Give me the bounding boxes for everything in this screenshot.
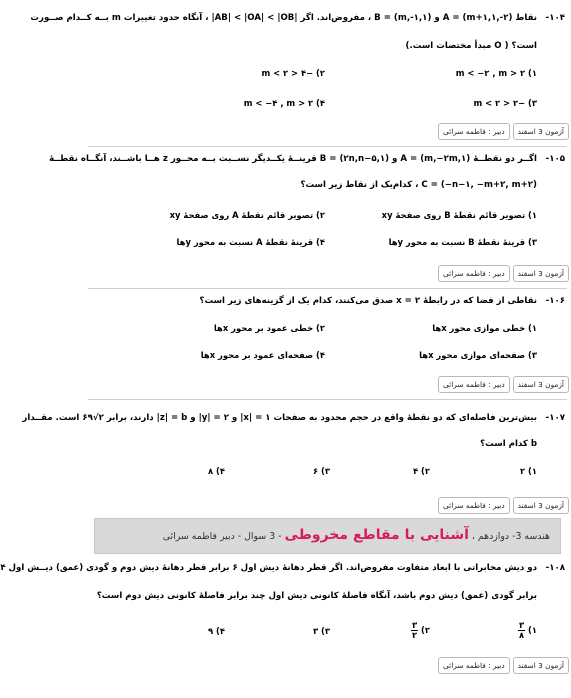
- option-3: ۳) ۳: [313, 626, 330, 636]
- question-text: دو دیش مخابراتی با ابعاد متفاوت مفروض‌اند. اگر قطر دهانهٔ دیش اول ۶ برابر قطر دهانهٔ دیش دوم و گودی (عمق) دیــش اول ۴: [0, 563, 537, 573]
- fraction-numerator: ۳: [412, 620, 418, 630]
- question-tags: [438, 376, 569, 393]
- option-1: ۱) تصویر قائم نقطهٔ B روی صفحهٔ xy: [381, 210, 537, 220]
- exam-tag[interactable]: آزمون 3 اسفند: [513, 376, 569, 393]
- fraction: [518, 621, 525, 640]
- option-1-label: ۱): [528, 625, 537, 635]
- option-1: ۱) ۲: [520, 466, 537, 476]
- exam-tag[interactable]: آزمون 3 اسفند: [513, 497, 569, 514]
- option-1: ۱) m < −۲ , m > ۲: [455, 68, 537, 78]
- option-2: ۲) −۴ < m < ۲: [261, 68, 325, 78]
- option-2-label: ۲): [421, 625, 430, 635]
- divider: [88, 146, 567, 147]
- section-title: [163, 527, 550, 543]
- exam-tag[interactable]: آزمون 3 اسفند: [513, 123, 569, 140]
- option-2: [411, 621, 430, 640]
- teacher-tag[interactable]: دبیر : فاطمه سرائی: [438, 376, 510, 393]
- question-text: بیش‌ترین فاصله‌ای که دو نقطهٔ واقع در حجم محدود به صفحات x| = ۱| و y| = ۲| و z| = b| دارند، برابر ۲√۶۹ است. مقــدار: [22, 413, 537, 423]
- fraction: [411, 621, 418, 640]
- question-text: برابر گودی (عمق) دیش دوم باشد، آنگاه فاصلهٔ کانونی دیش اول چند برابر فاصلهٔ کانونی دیش دوم است؟: [96, 591, 537, 601]
- question-text: اگــر دو نقطــهٔ (m,−۲m,۱) = A و (۲n,n−۵,۱) = B قرینــهٔ یکــدیگر نســبت بــه محــور z هــا باشــند، آنگــاه نقطــهٔ: [49, 154, 537, 164]
- fraction-denominator: ۸: [519, 630, 525, 640]
- option-3: ۳) −۲ < m < ۲: [473, 98, 537, 108]
- teacher-tag[interactable]: دبیر : فاطمه سرائی: [438, 497, 510, 514]
- option-2: ۲) ۴: [413, 466, 430, 476]
- section-header: [94, 518, 561, 554]
- section-topic: آشنایی با مقاطع مخروطی: [284, 527, 469, 543]
- question-tags: [438, 657, 569, 674]
- option-4: ۴) ۹: [208, 626, 225, 636]
- option-4: ۴) صفحه‌ای عمود بر محور xها: [200, 350, 325, 360]
- divider: [88, 288, 567, 289]
- question-105: [49, 150, 565, 260]
- question-tags: [438, 123, 569, 140]
- divider: [88, 399, 567, 400]
- question-number: ۱۰۸-: [545, 563, 565, 573]
- exam-tag[interactable]: آزمون 3 اسفند: [513, 657, 569, 674]
- option-1: [518, 621, 537, 640]
- question-text: است؟ ( O مبدأ مختصات است.): [405, 41, 537, 51]
- teacher-tag[interactable]: دبیر : فاطمه سرائی: [438, 657, 510, 674]
- question-text: نقاطی از فضا که در رابطهٔ x = ۲ صدق می‌کنند، کدام یک از گزینه‌های زیر است؟: [199, 296, 537, 306]
- option-3: ۳) قرینهٔ نقطهٔ B نسبت به محور yها: [388, 237, 537, 247]
- question-text: C = (−n−۱, −m+۲, m+۲) ، کدام‌یک از نقاط زیر است؟: [300, 180, 537, 190]
- section-suffix: - 3 سوال - دبیر فاطمه سرائی: [162, 531, 285, 542]
- question-104: [30, 8, 565, 120]
- option-4: ۴) قرینهٔ نقطهٔ A نسبت به محور yها: [176, 237, 325, 247]
- option-3: ۳) صفحه‌ای موازی محور xها: [419, 350, 537, 360]
- fraction-denominator: ۲: [412, 630, 418, 640]
- question-tags: [438, 265, 569, 282]
- option-1: ۱) خطی موازی محور xها: [432, 323, 537, 333]
- fraction-numerator: ۳: [519, 620, 525, 630]
- question-tags: [438, 497, 569, 514]
- teacher-tag[interactable]: دبیر : فاطمه سرائی: [438, 265, 510, 282]
- question-106: [90, 292, 565, 372]
- question-text: نقاط (۲-,۱,۱+m) = A و (۱,۱-,m) = B ، مفروض‌اند. اگر |AB| < |OA| < |OB| ، آنگاه حدود تغییرات m بــه کــدام صــورت: [30, 13, 537, 23]
- question-number: ۱۰۵-: [545, 154, 565, 164]
- teacher-tag[interactable]: دبیر : فاطمه سرائی: [438, 123, 510, 140]
- question-number: ۱۰۴-: [545, 13, 565, 23]
- question-number: ۱۰۷-: [545, 413, 565, 423]
- option-2: ۲) تصویر قائم نقطهٔ A روی صفحهٔ xy: [169, 210, 325, 220]
- question-107: [22, 404, 565, 484]
- option-3: ۳) ۶: [313, 466, 330, 476]
- option-2: ۲) خطی عمود بر محور xها: [213, 323, 325, 333]
- question-number: ۱۰۶-: [545, 296, 565, 306]
- question-108: [0, 558, 565, 654]
- option-4: ۴) m < −۴ , m > ۲: [243, 98, 325, 108]
- section-prefix: هندسه 3- دوازدهم ،: [468, 531, 550, 542]
- option-4: ۴) ۸: [208, 466, 225, 476]
- question-text: b کدام است؟: [480, 439, 537, 449]
- exam-tag[interactable]: آزمون 3 اسفند: [513, 265, 569, 282]
